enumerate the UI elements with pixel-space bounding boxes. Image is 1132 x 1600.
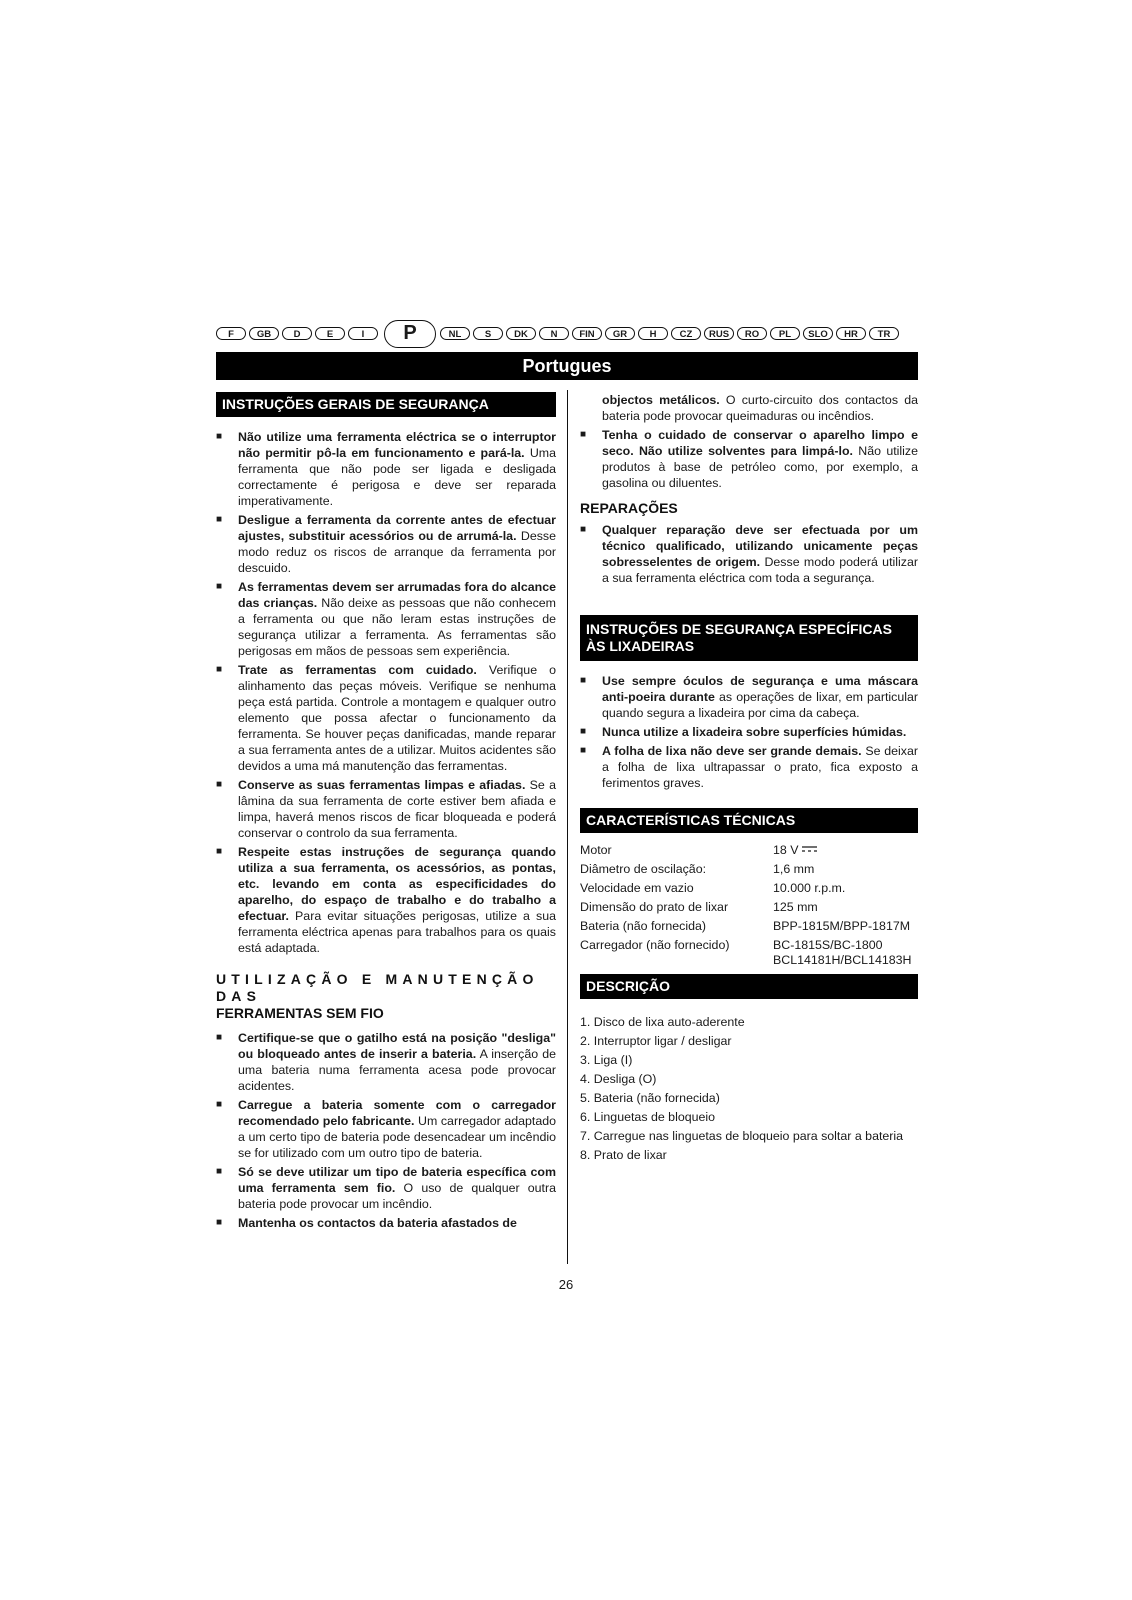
repairs-heading: REPARAÇÕES [580,500,678,516]
lang-tab-i[interactable]: I [348,327,378,340]
list-item: ■ Conserve as suas ferramentas limpas e afiadas. Se a lâmina da sua ferramenta de corte estiver bem afiada e limpa, haverá menos riscos de ficar bloqueada e poderá conservar o controlo da sua ferramenta. [216,777,556,841]
list-item: 2. Interruptor ligar / desligar [580,1034,732,1048]
list-item: ■ Carregue a bateria somente com o carregador recomendado pelo fabricante. Um carregador adaptado a um certo tipo de bateria pode desencadear um incêndio se for utilizado com um outro tipo de bateria. [216,1097,556,1161]
lang-tab-tr[interactable]: TR [869,327,899,340]
list-item: ■ Nunca utilize a lixadeira sobre superfícies húmidas. [580,724,918,740]
list-item: ■ Desligue a ferramenta da corrente antes de efectuar ajustes, substituir acessórios ou de arrumá-la. Desse modo reduz os riscos de arranque da ferramenta por descuido. [216,512,556,576]
list-item-continuation: objectos metálicos. O curto-circuito dos contactos da bateria pode provocar queimaduras ou incêndios. [602,393,918,423]
lang-tab-s[interactable]: S [473,327,503,340]
table-row: Bateria (não fornecida) BPP-1815M/BPP-1817M [580,919,911,933]
list-item: 5. Bateria (não fornecida) [580,1091,720,1105]
specific-safety-heading: INSTRUÇÕES DE SEGURANÇA ESPECÍFICAS ÀS LIXADEIRAS [580,615,918,661]
table-row: Velocidade em vazio 10.000 r.p.m. [580,881,846,895]
description-list [580,1013,918,1165]
list-item: ■ A folha de lixa não deve ser grande demais. Se deixar a folha de lixa ultrapassar o prato, fica exposto a ferimentos graves. [580,743,918,791]
technical-specs-heading: CARACTERÍSTICAS TÉCNICAS [580,808,918,833]
technical-specs-table [580,841,918,968]
list-item: ■ Tenha o cuidado de conservar o aparelho limpo e seco. Não utilize solventes para limpá-lo. Não utilize produtos à base de petróleo como, por exemplo, a gasolina ou diluentes. [580,427,918,491]
language-selector [216,320,918,348]
list-item: 6. Linguetas de bloqueio [580,1110,716,1124]
lang-tab-ro[interactable]: RO [737,327,767,340]
list-item: ■ Respeite estas instruções de segurança quando utiliza a sua ferramenta, os acessórios, as pontas, etc. levando em conta as especificidades do aparelho, do espaço de trabalho e do trabalho a efectuar. Para evitar situações perigosas, utilize a sua ferramenta eléctrica apenas para trabalhos para os quais está adaptada. [216,844,556,956]
lang-tab-e[interactable]: E [315,327,345,340]
description-heading: DESCRIÇÃO [580,974,918,999]
list-item: ■ Use sempre óculos de segurança e uma máscara anti-poeira durante as operações de lixar, em particular quando segura a lixadeira por cima da cabeça. [580,673,918,721]
lang-tab-hr[interactable]: HR [836,327,866,340]
lang-tab-rus[interactable]: RUS [704,327,734,340]
lang-tab-pl[interactable]: PL [770,327,800,340]
lang-tab-gr[interactable]: GR [605,327,635,340]
lang-tab-fin[interactable]: FIN [572,327,602,340]
lang-tab-n[interactable]: N [539,327,569,340]
table-row: Diâmetro de oscilação: 1,6 mm [580,862,815,876]
table-row: Carregador (não fornecido) BC-1815S/BC-1800 BCL14181H/BCL14183H [580,938,912,967]
list-item: 3. Liga (I) [580,1053,633,1067]
lang-tab-nl[interactable]: NL [440,327,470,340]
list-item: ■ Qualquer reparação deve ser efectuada por um técnico qualificado, utilizando unicamente peças sobresselentes de origem. Desse modo poderá utilizar a sua ferramenta eléctrica com toda a segurança. [580,522,918,586]
cordless-heading-line1: UTILIZAÇÃO E MANUTENÇÃO DAS [216,971,539,1004]
left-column [216,392,556,1234]
table-row: Motor 18 V [580,841,918,860]
dc-current-icon [802,845,817,853]
page-title: Portugues [216,352,918,380]
list-item: 4. Desliga (O) [580,1072,657,1086]
table-row: Dimensão do prato de lixar 125 mm [580,900,818,914]
lang-tab-d[interactable]: D [282,327,312,340]
list-item: 8. Prato de lixar [580,1148,667,1162]
lang-tab-p-active[interactable]: P [384,320,436,348]
list-item: ■ As ferramentas devem ser arrumadas fora do alcance das crianças. Não deixe as pessoas que não conhecem a ferramenta ou que não leram estas instruções de segurança utilizar a ferramenta. As ferramentas são perigosas em mãos de pessoas sem experiência. [216,579,556,659]
list-item: ■ Trate as ferramentas com cuidado. Verifique o alinhamento das peças móveis. Verifique se nenhuma peça está partida. Controle a montagem e qualquer outro elemento que possa afectar o funcionamento da ferramenta. Se houver peças danificadas, mande reparar a sua ferramenta antes de a utilizar. Muitos acidentes são devidos a uma má manutenção das ferramentas. [216,662,556,774]
right-column [580,392,918,1165]
cordless-heading-line2: FERRAMENTAS SEM FIO [216,1005,384,1021]
list-item: ■ Só se deve utilizar um tipo de bateria específica com uma ferramenta sem fio. O uso de qualquer outra bateria pode provocar um incêndio. [216,1164,556,1212]
list-item: ■ Certifique-se que o gatilho está na posição "desliga" ou bloqueado antes de inserir a bateria. A inserção de uma bateria numa ferramenta acesa pode provocar acidentes. [216,1030,556,1094]
lang-tab-slo[interactable]: SLO [803,327,833,340]
list-item: ■ Não utilize uma ferramenta eléctrica se o interruptor não permitir pô-la em funcionamento e pará-la. Uma ferramenta que não pode ser ligada e desligada correctamente é perigosa e deve ser reparada imperativamente. [216,429,556,509]
lang-tab-h[interactable]: H [638,327,668,340]
lang-tab-dk[interactable]: DK [506,327,536,340]
lang-tab-f[interactable]: F [216,327,246,340]
column-divider [567,390,568,1264]
lang-tab-cz[interactable]: CZ [671,327,701,340]
general-safety-heading: INSTRUÇÕES GERAIS DE SEGURANÇA [216,392,556,417]
page-number: 26 [558,1277,574,1292]
list-item: 7. Carregue nas linguetas de bloqueio para soltar a bateria [580,1129,904,1143]
list-item: ■ Mantenha os contactos da bateria afastados de [216,1215,556,1231]
lang-tab-gb[interactable]: GB [249,327,279,340]
list-item: 1. Disco de lixa auto-aderente [580,1015,745,1029]
